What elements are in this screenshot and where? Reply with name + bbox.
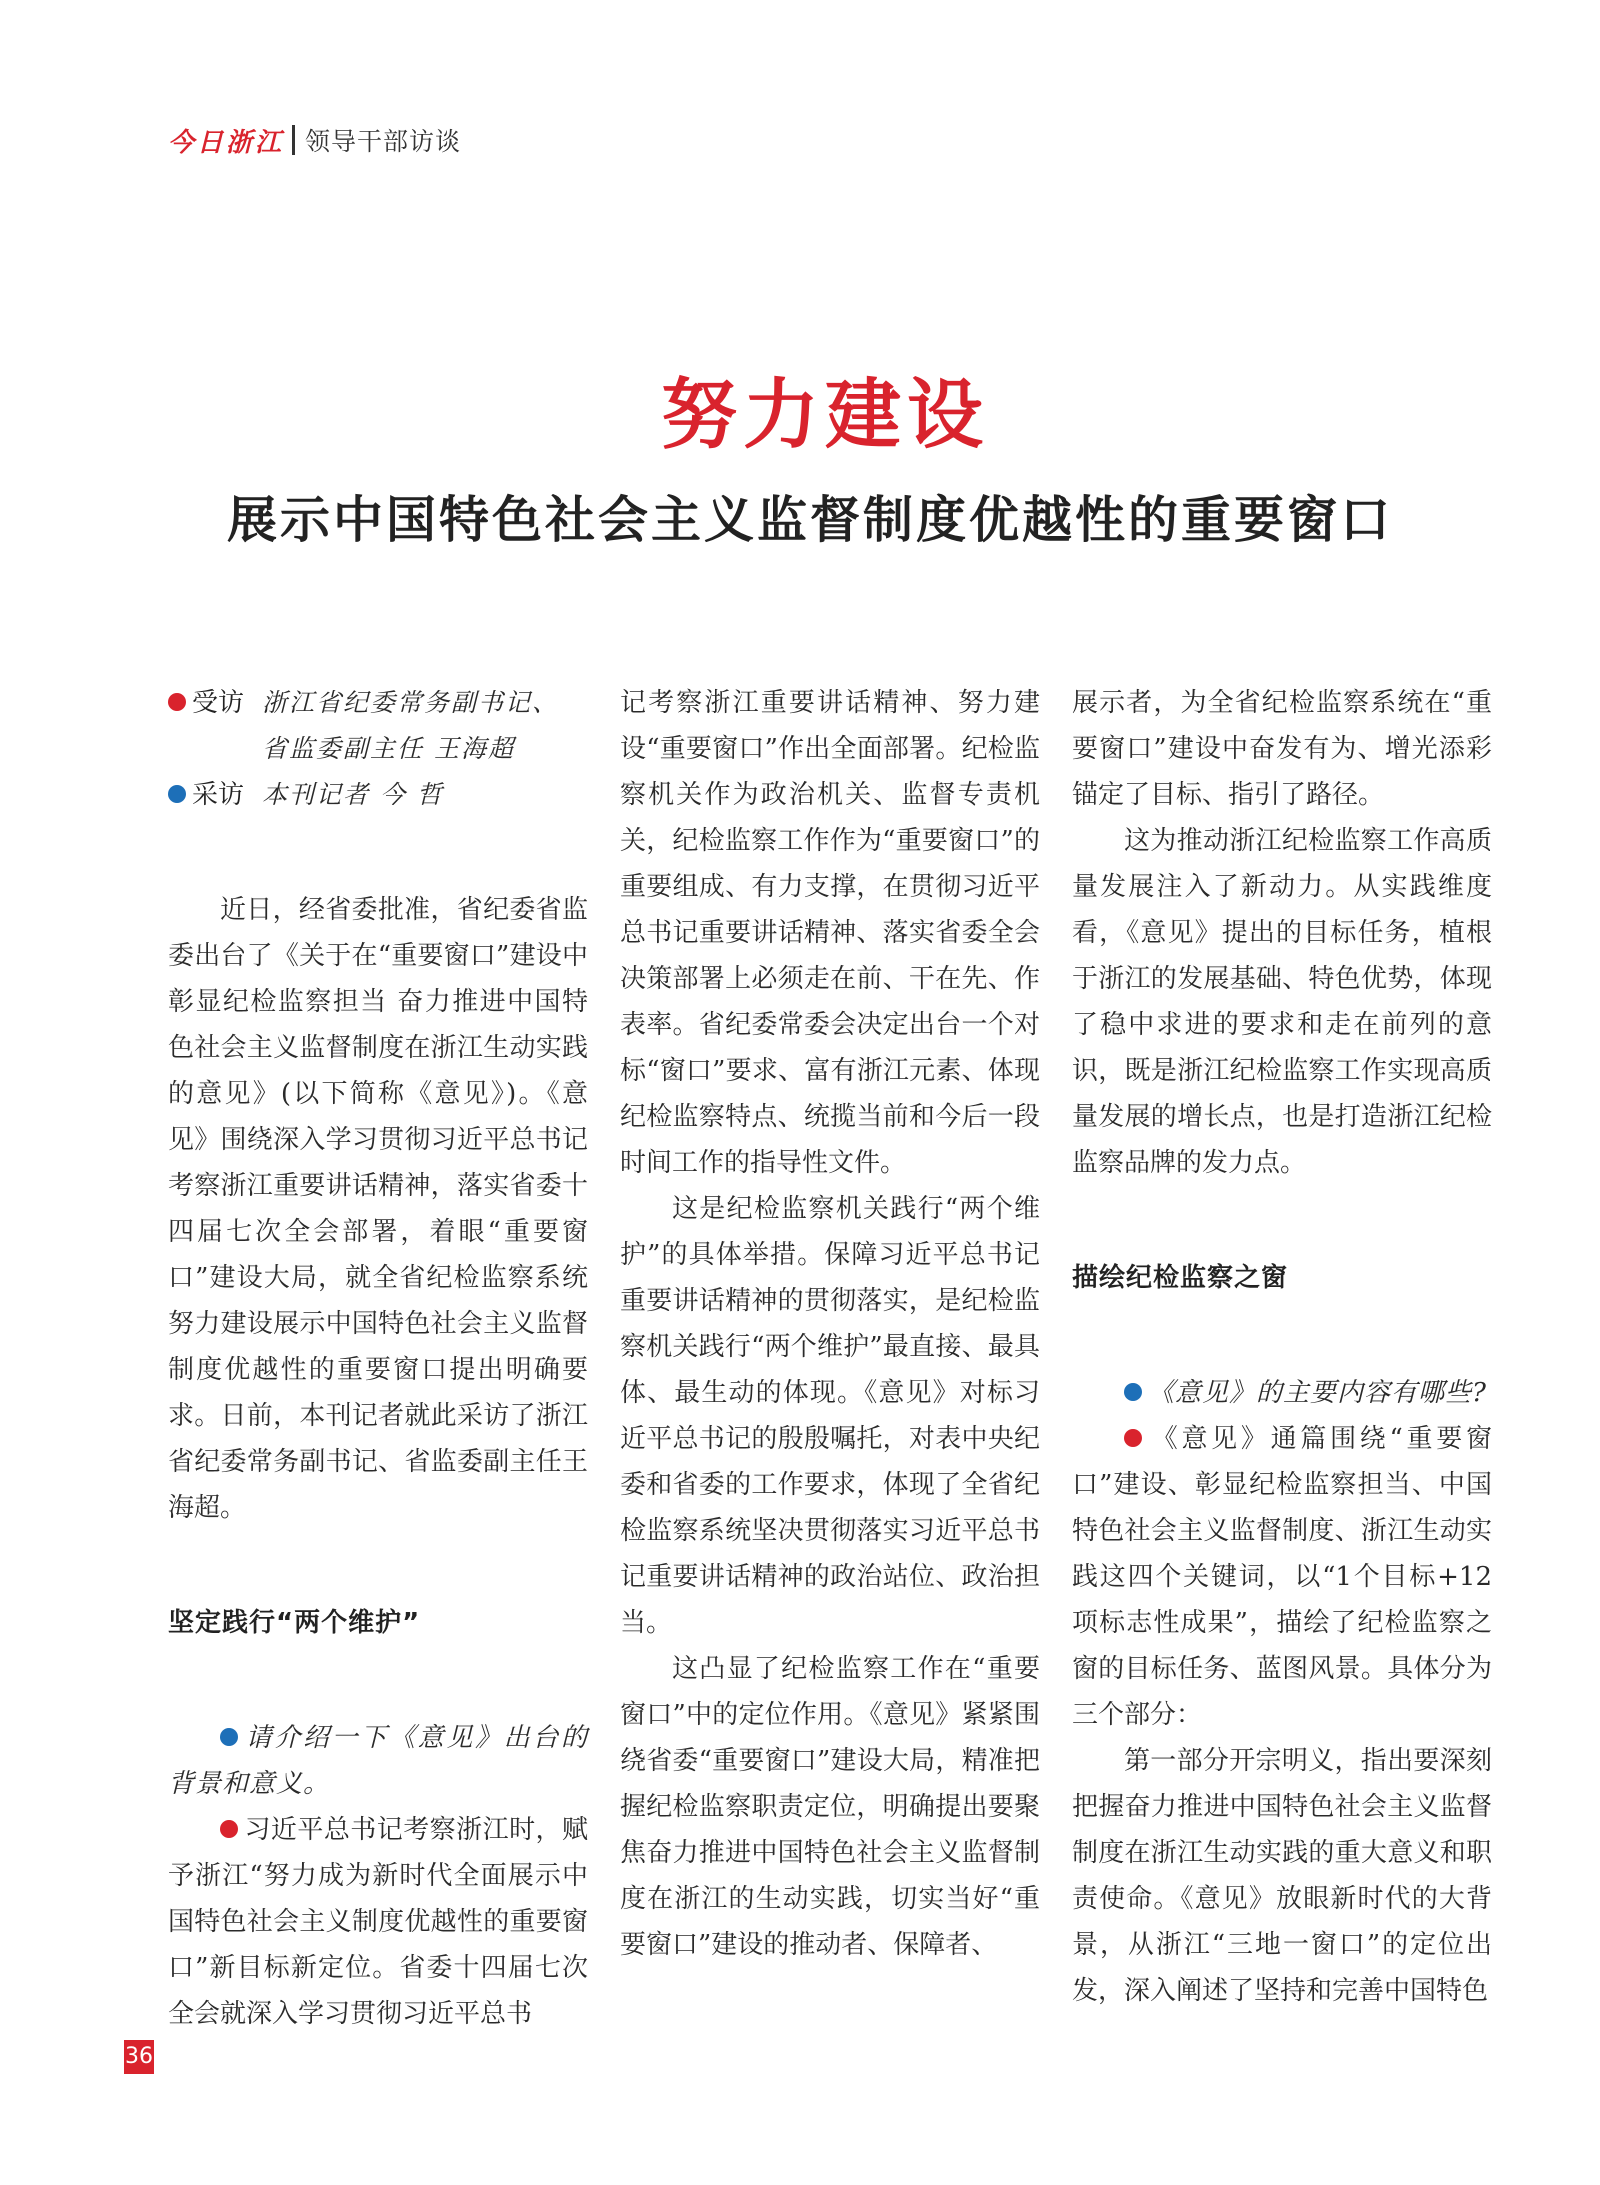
paragraph: 展示者，为全省纪检监察系统在“重要窗口”建设中奋发有为、增光添彩锚定了目标、指引了路径。: [1072, 688, 1492, 810]
article-subtitle: 展示中国特色社会主义监督制度优越性的重要窗口: [227, 490, 1393, 549]
paragraph: 这为推动浙江纪检监察工作高质量发展注入了新动力。从实践维度看，《意见》提出的目标任务，植根于浙江的发展基础、特色优势，体现了稳中求进的要求和走在前列的意识，既是浙江纪检监察工作实现高质量发展的增长点，也是打造浙江纪检监察品牌的发力点。: [1072, 826, 1492, 1178]
interviewer-name: 本刊记者 今 哲: [262, 780, 444, 809]
interviewer-label: 采访: [192, 780, 245, 810]
question-2: 《意见》的主要内容有哪些?: [1148, 1378, 1487, 1408]
intro-paragraph: 近日，经省委批准，省纪委省监委出台了《关于在“重要窗口”建设中彰显纪检监察担当 奋力推进中国特色社会主义监督制度在浙江生动实践的意见》(以下简称《意见》)。《意见》围绕深入学习贯彻习近平总书记考察浙江重要讲话精神，落实省委十四届七次全会部署，着眼“重要窗口”建设大局，就全省纪检监察系统努力建设展示中国特色社会主义监督制度优越性的重要窗口提出明确要求。日前，本刊记者就此采访了浙江省纪委常务副书记、省监委副主任王海超。: [168, 895, 588, 1523]
paragraph: 第一部分开宗明义，指出要深刻把握奋力推进中国特色社会主义监督制度在浙江生动实践的重大意义和职责使命。《意见》放眼新时代的大背景，从浙江“三地一窗口”的定位出发，深入阐述了坚持和完善中国特色: [1072, 1746, 1492, 2006]
column-1: [168, 680, 588, 2037]
credit-interviewer: [168, 772, 588, 818]
paragraph: 记考察浙江重要讲话精神、努力建设“重要窗口”作出全面部署。纪检监察机关作为政治机关、监督专责机关，纪检监察工作作为“重要窗口”的重要组成、有力支撑，在贯彻习近平总书记重要讲话精神、落实省委全会决策部署上必须走在前、干在先、作表率。省纪委常委会决定出台一个对标“窗口”要求、富有浙江元素、体现纪检监察特点、统揽当前和今后一段时间工作的指导性文件。: [620, 688, 1040, 1178]
question-1: 请介绍一下《意见》出台的背景和意义。: [168, 1723, 588, 1799]
red-bullet-icon: [168, 693, 186, 711]
red-bullet-icon: [1124, 1429, 1142, 1447]
blue-bullet-icon: [168, 785, 186, 803]
page-header: [168, 120, 461, 160]
section-heading-1: 坚定践行“两个维护”: [168, 1608, 421, 1638]
section-name: 领导干部访谈: [305, 127, 462, 156]
column-3: [1072, 680, 1492, 2014]
section-heading-2: 描绘纪检监察之窗: [1072, 1263, 1289, 1293]
interviewee-line-1: 浙江省纪委常务副书记、: [262, 688, 560, 717]
interviewee-line-2: 省监委副主任 王海超: [262, 734, 515, 763]
paragraph: 这是纪检监察机关践行“两个维护”的具体举措。保障习近平总书记重要讲话精神的贯彻落实，是纪检监察机关践行“两个维护”最直接、最具体、最生动的体现。《意见》对标习近平总书记的殷殷嘱托，对表中央纪委和省委的工作要求，体现了全省纪检监察系统坚决贯彻落实习近平总书记重要讲话精神的政治站位、政治担当。: [620, 1194, 1040, 1638]
article-title: 努力建设: [661, 370, 989, 459]
blue-bullet-icon: [1124, 1383, 1142, 1401]
paragraph: 这凸显了纪检监察工作在“重要窗口”中的定位作用。《意见》紧紧围绕省委“重要窗口”建设大局，精准把握纪检监察职责定位，明确提出要聚焦奋力推进中国特色社会主义监督制度在浙江的生动实践，切实当好“重要窗口”建设的推动者、保障者、: [620, 1654, 1040, 1960]
answer-1: 习近平总书记考察浙江时，赋予浙江“努力成为新时代全面展示中国特色社会主义制度优越性的重要窗口”新目标新定位。省委十四届七次全会就深入学习贯彻习近平总书: [168, 1815, 588, 2029]
column-2: [620, 680, 1040, 1968]
red-bullet-icon: [220, 1820, 238, 1838]
blue-bullet-icon: [220, 1728, 238, 1746]
header-divider: [292, 125, 295, 155]
magazine-logo: 今日浙江: [168, 127, 285, 158]
page-number: 36: [124, 2040, 154, 2074]
interviewee-label: 受访: [192, 688, 245, 718]
answer-2: 《意见》通篇围绕“重要窗口”建设、彰显纪检监察担当、中国特色社会主义监督制度、浙江生动实践这四个关键词，以“1个目标+12项标志性成果”，描绘了纪检监察之窗的目标任务、蓝图风景。具体分为三个部分：: [1072, 1424, 1492, 1730]
credit-interviewee: [168, 680, 588, 772]
